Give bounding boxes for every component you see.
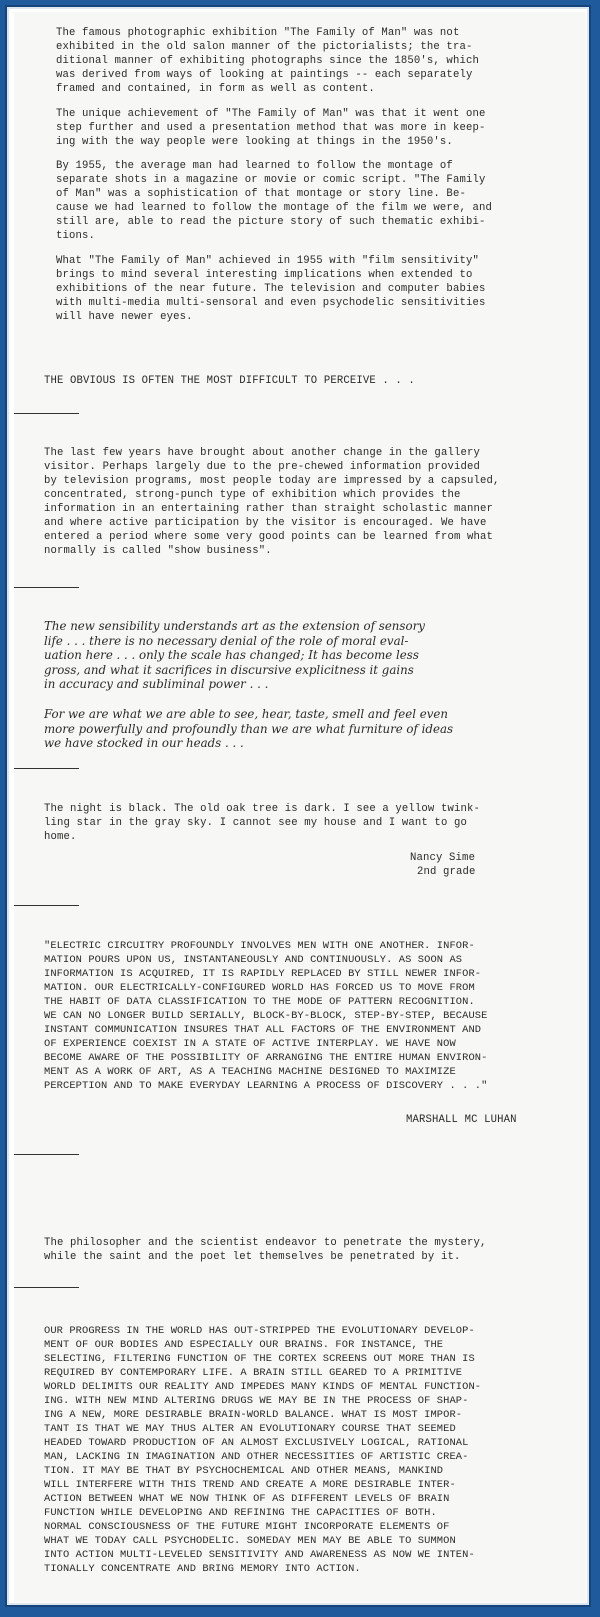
paragraph-5: The last few years have brought about another change in the gallery visitor. Perhaps largely due to the pre-chewed information provided by television programs, most people today are impressed by a capsuled, concentrated, strong-punch type of exhibition which provides the information in an entertaining rather than straight scholastic manner and where active participation by the visitor is encouraged. We have entered a period where some very good points can be learned from what normally is called "show business". <box>44 447 500 557</box>
script-quote-1: The new sensibility understands art as the extension of sensory life . . . there is no necessary denial of the role of moral eval- uation here . . . only the scale has changed; It has become less gross, and what it sacrifices in discursive explicitness it gains in accuracy and subliminal power . . . <box>44 619 425 691</box>
mcluhan-quote: "ELECTRIC CIRCUITRY PROFOUNDLY INVOLVES MEN WITH ONE ANOTHER. INFOR- MATION POURS UPON US, INSTANTANEOUSLY AND CONTINUOUSLY. AS SOON AS INFORMATION IS ACQUIRED, IT IS RAPIDLY REPLACED BY STILL NEWER INFOR- MATION. OUR ELECTRICALLY-CONFIGURED WORLD HAS FORCED US TO MOVE FROM THE HABIT OF DATA CLASSIFICATION TO THE MODE OF PATTERN RECOGNITION. WE CAN NO LONGER BUILD SERIALLY, BLOCK-BY-BLOCK, STEP-BY-STEP, BECAUSE INSTANT COMMUNICATION INSURES THAT ALL FACTORS OF THE ENVIRONMENT AND OF EXPERIENCE COEXIST IN A STATE OF ACTIVE INTERPLAY. WE HAVE NOW BECOME AWARE OF THE POSSIBILITY OF ARRANGING THE ENTIRE HUMAN ENVIRON- MENT AS A WORK OF ART, AS A TEACHING MACHINE DESIGNED TO MAXIMIZE PERCEPTION AND TO MAKE EVERYDAY LEARNING A PROCESS OF DISCOVERY . . ." <box>44 940 488 1092</box>
section-divider <box>14 905 79 906</box>
document-frame <box>7 7 589 1605</box>
section-divider <box>14 1287 79 1288</box>
paragraph-2: The unique achievement of "The Family of Man" was that it went one step further and used a presentation method that was more in keep- ing with the way people were looking at things in the 1950's. <box>56 108 486 148</box>
paragraph-7: The philosopher and the scientist endeavor to penetrate the mystery, while the saint and the poet let themselves be penetrated by it. <box>44 1237 487 1263</box>
signature-grade: 2nd grade <box>417 866 476 878</box>
section-heading: THE OBVIOUS IS OFTEN THE MOST DIFFICULT TO PERCEIVE . . . <box>44 375 415 387</box>
quote-attribution: MARSHALL MC LUHAN <box>406 1114 517 1126</box>
paragraph-6: The night is black. The old oak tree is dark. I see a yellow twink- ling star in the gray sky. I cannot see my house and I want to go home. <box>44 803 480 843</box>
section-divider <box>14 768 79 769</box>
section-divider <box>14 587 79 588</box>
section-divider <box>14 1154 79 1155</box>
paragraph-4: What "The Family of Man" achieved in 1955 with "film sensitivity" brings to mind several interesting implications when extended to exhibitions of the near future. The television and computer babies with multi-media multi-sensoral and even psychodelic sensitivities will have newer eyes. <box>56 255 486 323</box>
script-quote-2: For we are what we are able to see, hear, taste, smell and feel even more powerfully and profoundly than we are what furniture of ideas we have stocked in our heads . . . <box>44 707 454 750</box>
document-page <box>14 12 586 1602</box>
paragraph-3: By 1955, the average man had learned to follow the montage of separate shots in a magazine or movie or comic script. "The Family of Man" was a sophistication of that montage or story line. Be- cause we had learned to follow the montage of the film we were, and still are, able to read the picture story of such thematic exhibi- tions. <box>56 160 492 242</box>
signature-name: Nancy Sime <box>410 852 476 864</box>
paragraph-1: The famous photographic exhibition "The Family of Man" was not exhibited in the old salon manner of the pictorialists; the tra- ditional manner of exhibiting photographs since the 1850's, which was derived from ways of looking at paintings -- each separately framed and contained, in form as well as content. <box>56 27 479 95</box>
section-divider <box>14 413 79 414</box>
paragraph-8: OUR PROGRESS IN THE WORLD HAS OUT-STRIPPED THE EVOLUTIONARY DEVELOP- MENT OF OUR BODIES AND ESPECIALLY OUR BRAINS. FOR INSTANCE, THE SELECTING, FILTERING FUNCTION OF THE CORTEX SCREENS OUT MORE THAN IS REQUIRED BY CONTEMPORARY LIFE. A BRAIN STILL GEARED TO A PRIMITIVE WORLD DELIMITS OUR REALITY AND IMPEDES MANY KINDS OF MENTAL FUNCTION- ING. WITH NEW MIND ALTERING DRUGS WE MAY BE IN THE PROCESS OF SHAP- ING A NEW, MORE DESIRABLE BRAIN-WORLD BALANCE. WHAT IS MOST IMPOR- TANT IS THAT WE MAY THUS ALTER AN EVOLUTIONARY COURSE THAT SEEMED HEADED TOWARD PRODUCTION OF AN ALMOST EXCLUSIVELY LOGICAL, RATIONAL MAN, LACKING IN IMAGINATION AND OTHER NECESSITIES OF ARTISTIC CREA- TION. IT MAY BE THAT BY PSYCHOCHEMICAL AND OTHER MEANS, MANKIND WILL INTERFERE WITH THIS TREND AND CREATE A MORE DESIRABLE INTER- ACTION BETWEEN WHAT WE NOW THINK OF AS DIFFERENT LEVELS OF BRAIN FUNCTION WHILE DEVELOPING AND REFINING THE CAPACITIES OF BOTH. NORMAL CONSCIOUSNESS OF THE FUTURE MIGHT INCORPORATE ELEMENTS OF WHAT WE TODAY CALL PSYCHODELIC. SOMEDAY MEN MAY BE ABLE TO SUMMON INTO ACTION MULTI-LEVELED SENSITIVITY AND AWARENESS AS NOW WE INTEN- TIONALLY CONCENTRATE AND BRING MEMORY INTO ACTION. <box>44 1325 482 1575</box>
